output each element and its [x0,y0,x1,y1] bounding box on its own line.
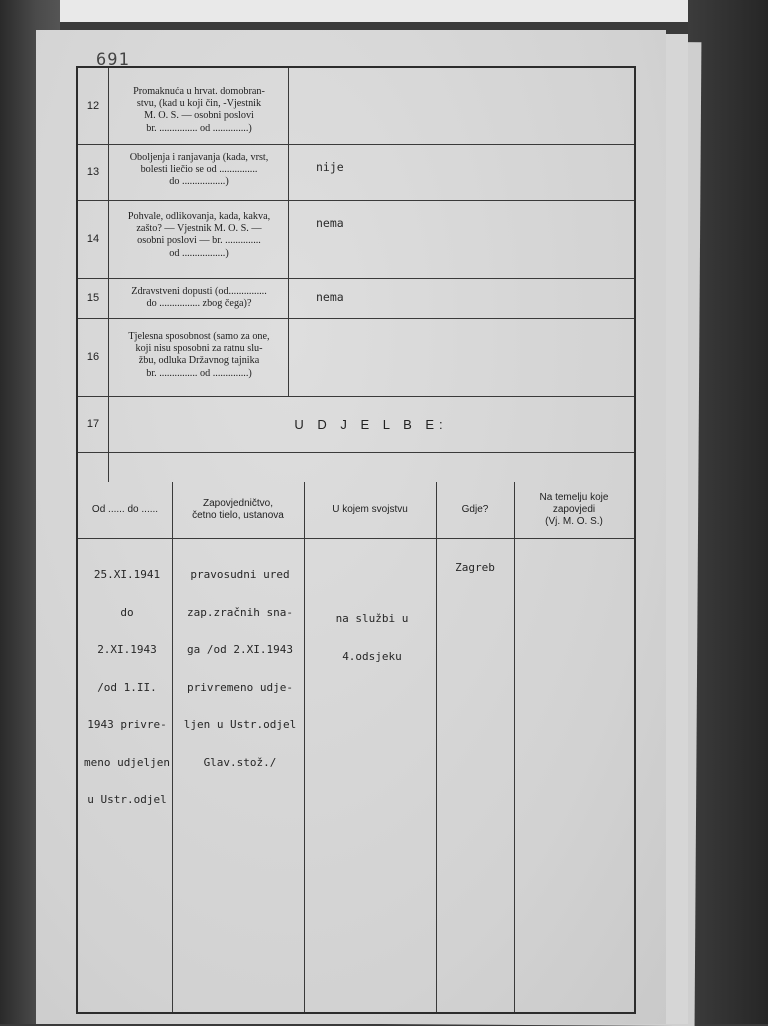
column-header-zapovjednictvo: Zapovjedničtvo, četno tielo, ustanova [192,498,284,521]
entry-zapovjednictvo: pravosudni ured zap.zračnih sna- ga /od 2.XI.1943 privremeno udje- ljen u Ustr.odjel Glav.stož./ [183,568,297,769]
row-divider-13 [78,200,634,201]
entry-svojstvo: na službi u 4.odsjeku [335,612,409,663]
column-divider-4 [514,482,515,1012]
row-label-14: Pohvale, odlikovanja, kada, kakva, zašto? — Vjestnik M. O. S. — osobni poslovi — br. .............. od .................) [127,211,271,259]
row-number-14: 14 [86,233,100,245]
label-column-divider [288,68,289,396]
row-divider-17 [78,452,634,453]
column-header-svojstvo: U kojem svojstvu [332,504,408,515]
row-divider-15 [78,318,634,319]
column-divider-2 [304,482,305,1012]
udjelbe-heading: U D J E L B E: [294,417,448,432]
row-label-15: Zdravstveni dopusti (od............... do ................ zbog čega)? [131,286,267,310]
background-top [0,0,768,22]
row-divider-12 [78,144,634,145]
row-divider-14 [78,278,634,279]
entry-gdje: Zagreb [455,561,495,574]
column-header-od-do: Od ...... do ...... [91,504,159,515]
table-header-divider [78,538,634,539]
page-number: 691 [96,50,130,70]
row-label-12: Promaknuća u hrvat. domobran- stvu, (kad u koji čin, -Vjestnik M. O. S. — osobni poslovi br. ............... od ..............) [133,86,265,134]
entry-od-do: 25.XI.1941 do 2.XI.1943 /od 1.II. 1943 privre- meno udjeljen u Ustr.odjel [83,568,171,806]
row-answer-13: nije [316,160,344,174]
row-number-15: 15 [86,292,100,304]
row-number-17: 17 [86,418,100,430]
column-header-gdje: Gdje? [461,504,489,515]
column-divider-1 [172,482,173,1012]
row-label-13: Oboljenja i ranjavanja (kada, vrst, bolesti liečio se od ............... do .................) [129,152,269,188]
row-number-13: 13 [86,166,100,178]
row-number-12: 12 [86,100,100,112]
row-answer-14: nema [316,216,344,230]
document-page [36,30,666,1024]
row-answer-15: nema [316,290,344,304]
column-header-temelj: Na temelju koje zapovjedi (Vj. M. O. S.) [539,492,609,527]
row-label-16: Tjelesna sposobnost (samo za one, koji nisu sposobni za ratnu slu- žbu, odluka Državnog tajnika br. ............... od ..............) [128,331,270,379]
row-divider-16 [78,396,634,397]
service-record-form [76,66,636,1014]
row-number-16: 16 [86,351,100,363]
